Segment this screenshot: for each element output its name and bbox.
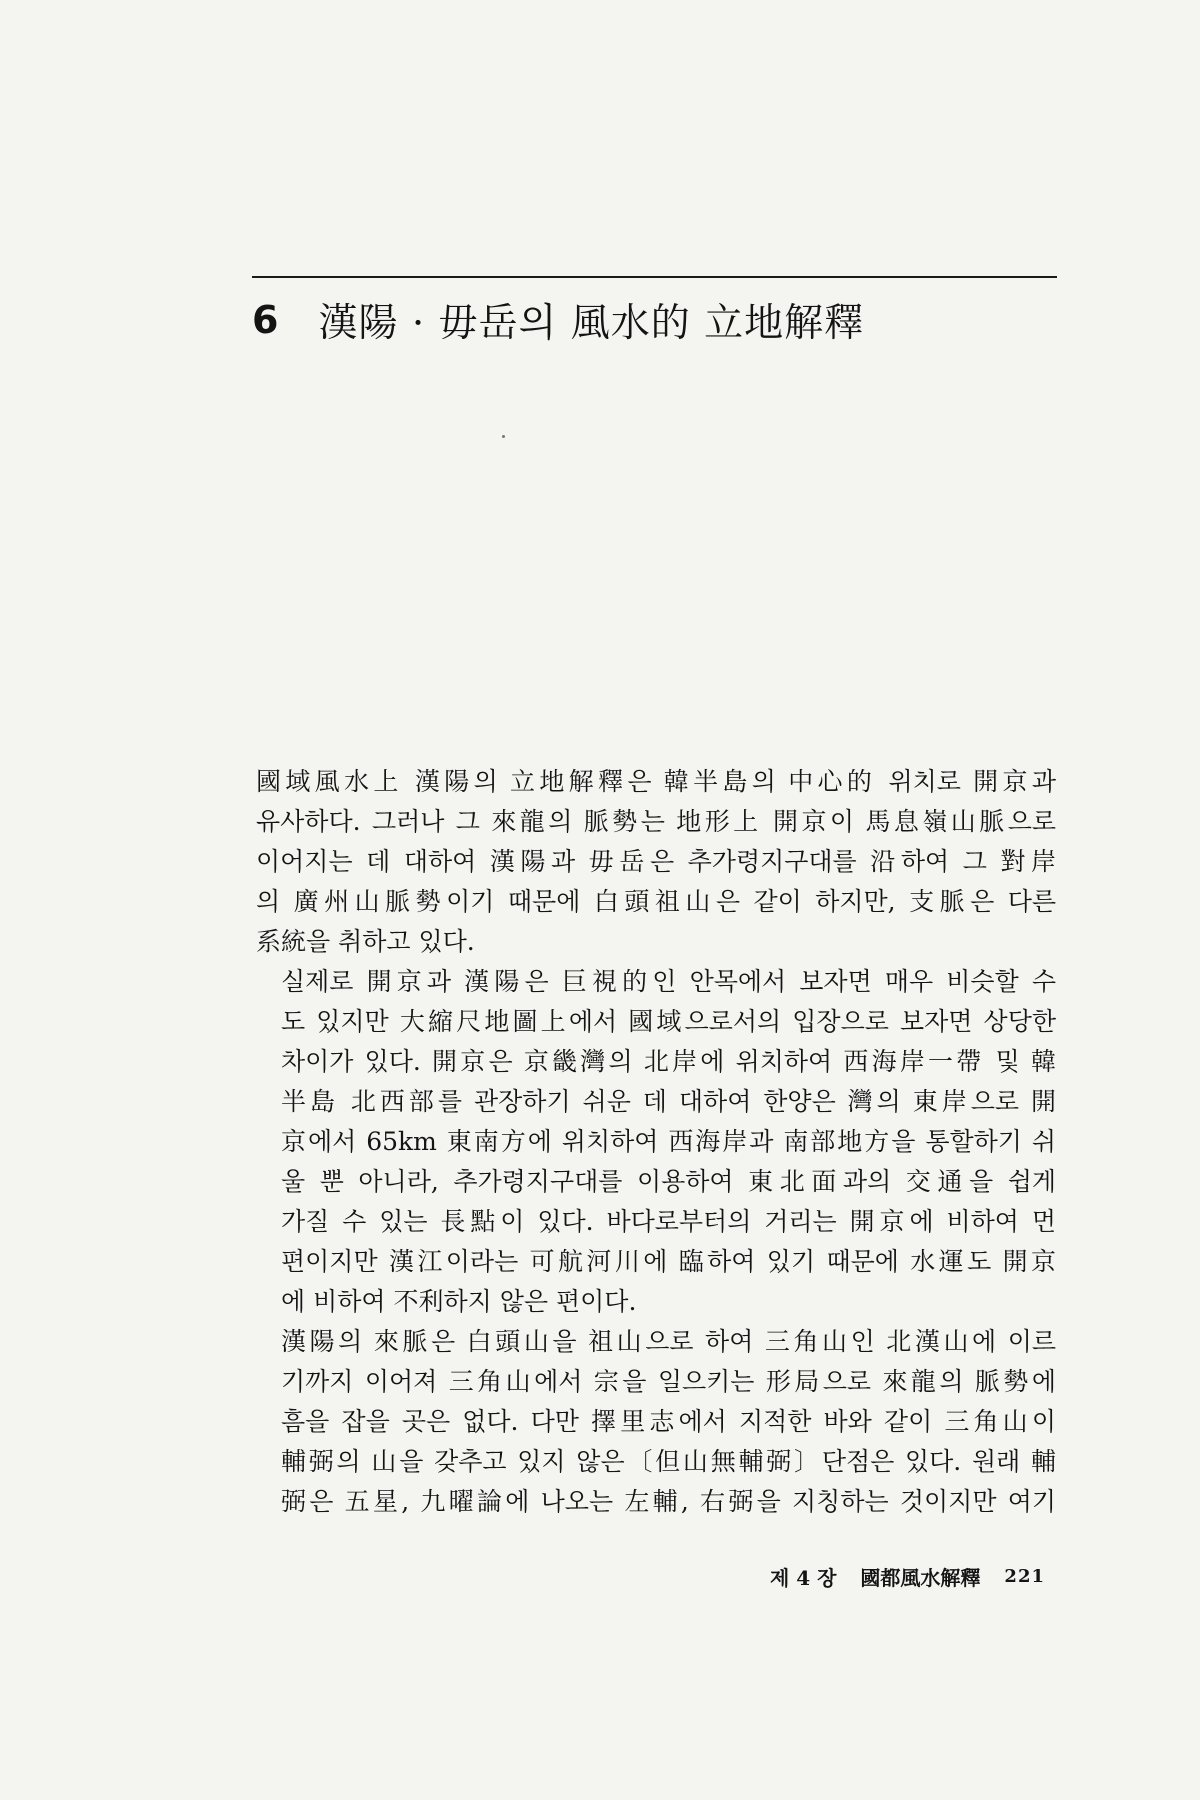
text-line: 도 있지만 大縮尺地圖上에서 國域으로서의 입장으로 보자면 상당한 — [281, 1007, 1056, 1036]
footer-chapter-label: 제 4 장 — [769, 1565, 837, 1590]
text-line: 차이가 있다. 開京은 京畿灣의 北岸에 위치하여 西海岸一帶 및 韓 — [281, 1047, 1056, 1076]
page-number: 221 — [1004, 1565, 1045, 1587]
text-line: 유사하다. 그러나 그 來龍의 脈勢는 地形上 開京이 馬息嶺山脈으로 — [256, 807, 1056, 836]
chapter-title: 漢陽 · 毋岳의 風水的 立地解釋 — [318, 301, 865, 346]
text-line: 의 廣州山脈勢이기 때문에 白頭祖山은 같이 하지만, 支脈은 다른 — [256, 887, 1056, 916]
print-speck — [502, 435, 505, 438]
chapter-rule — [252, 276, 1057, 278]
text-line: 에 비하여 不利하지 않은 편이다. — [281, 1287, 637, 1316]
text-line: 京에서 65km 東南方에 위치하여 西海岸과 南部地方을 통할하기 쉬 — [281, 1127, 1056, 1156]
text-line: 흠을 잡을 곳은 없다. 다만 擇里志에서 지적한 바와 같이 三角山이 — [281, 1407, 1056, 1436]
running-footer — [700, 1558, 1045, 1594]
text-line: 기까지 이어져 三角山에서 宗을 일으키는 形局으로 來龍의 脈勢에 — [281, 1367, 1056, 1396]
text-line: 울 뿐 아니라, 추가령지구대를 이용하여 東北面과의 交通을 쉽게 — [281, 1167, 1056, 1196]
text-line: 國域風水上 漢陽의 立地解釋은 韓半島의 中心的 위치로 開京과 — [256, 767, 1056, 796]
paragraph-3 — [256, 1322, 1056, 1522]
text-line: 漢陽의 來脈은 白頭山을 祖山으로 하여 三角山인 北漢山에 이르 — [281, 1327, 1056, 1356]
text-line: 가질 수 있는 長點이 있다. 바다로부터의 거리는 開京에 비하여 먼 — [281, 1207, 1056, 1236]
text-line: 弼은 五星, 九曜論에 나오는 左輔, 右弼을 지칭하는 것이지만 여기 — [281, 1487, 1056, 1516]
chapter-number: 6 — [252, 298, 279, 342]
footer-chapter-title: 國都風水解釋 — [860, 1565, 981, 1590]
text-line: 輔弼의 山을 갖추고 있지 않은〔但山無輔弼〕단점은 있다. 원래 輔 — [281, 1447, 1056, 1476]
text-line: 半島 北西部를 관장하기 쉬운 데 대하여 한양은 灣의 東岸으로 開 — [281, 1087, 1056, 1116]
chapter-heading — [252, 290, 1057, 350]
text-line: 편이지만 漢江이라는 可航河川에 臨하여 있기 때문에 水運도 開京 — [281, 1247, 1056, 1276]
paragraph-1 — [256, 762, 1056, 962]
text-line: 系統을 취하고 있다. — [256, 927, 475, 956]
paragraph-2 — [256, 962, 1056, 1322]
body-text — [256, 762, 1056, 1522]
text-line: 이어지는 데 대하여 漢陽과 毋岳은 추가령지구대를 沿하여 그 對岸 — [256, 847, 1056, 876]
text-line: 실제로 開京과 漢陽은 巨視的인 안목에서 보자면 매우 비슷할 수 — [281, 967, 1056, 996]
